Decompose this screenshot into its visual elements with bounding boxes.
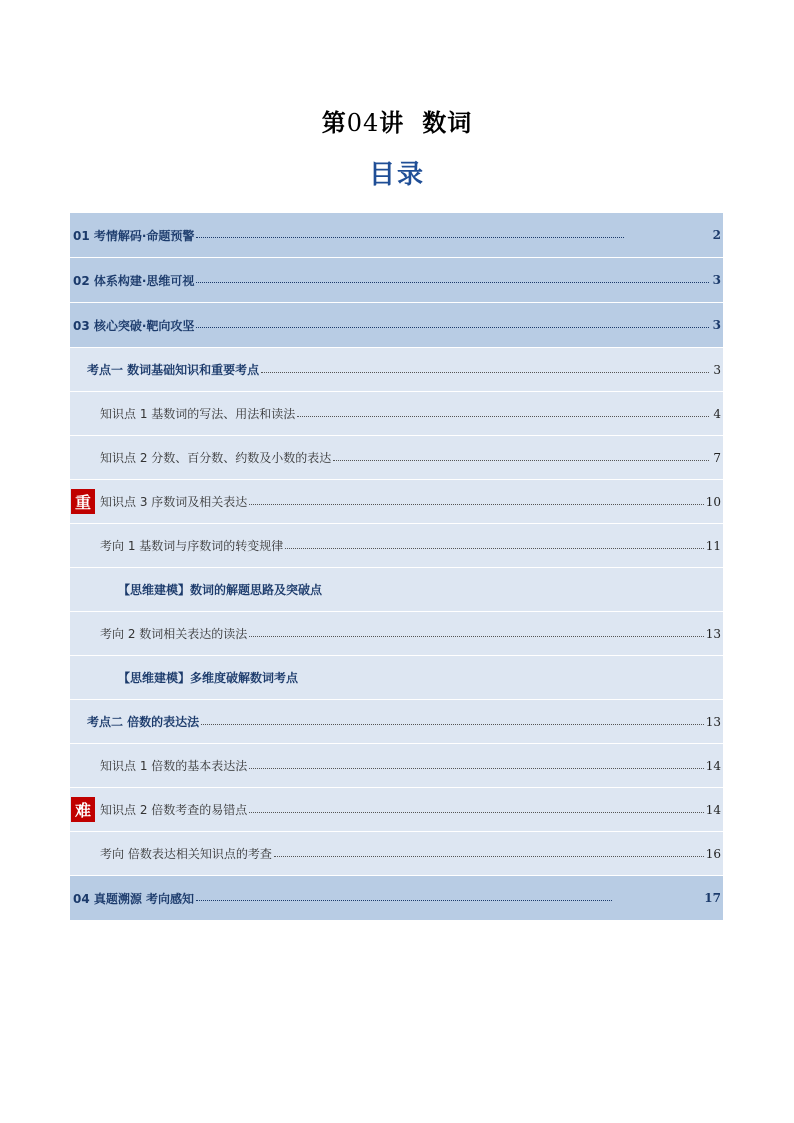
- toc-page-number: 17: [704, 891, 721, 905]
- toc-entry[interactable]: [70, 303, 723, 348]
- toc-dot-leader: [274, 855, 704, 857]
- toc-heading: 目录: [368, 160, 425, 190]
- toc-entry[interactable]: [70, 480, 723, 524]
- toc-dot-leader: [249, 503, 703, 505]
- toc-page-number: 11: [705, 538, 721, 553]
- toc-dot-leader: [333, 459, 709, 461]
- toc-page-number: 2: [712, 228, 721, 242]
- toc-entry[interactable]: [70, 612, 723, 656]
- toc-page-number: 16: [705, 846, 721, 861]
- toc-entry-label: 知识点 3 序数词及相关表达: [100, 495, 248, 509]
- toc-entry-label: 02 体系构建·思维可视: [73, 273, 195, 288]
- toc-entry-label: 01 考情解码·命题预警: [73, 228, 195, 243]
- toc-dot-leader: [261, 371, 709, 373]
- toc-page-number: 4: [713, 406, 721, 421]
- toc-dot-leader: [201, 723, 704, 725]
- toc-entry-label: 考向 2 数词相关表达的读法: [100, 627, 248, 641]
- toc-page-number: 3: [712, 318, 721, 332]
- toc-page-number: 3: [712, 273, 721, 287]
- toc-badge: 重: [71, 489, 95, 514]
- toc-page-number: 14: [705, 802, 721, 817]
- toc-badge: 难: [71, 797, 95, 822]
- toc-dot-leader: [285, 547, 703, 549]
- toc-dot-leader: [249, 635, 703, 637]
- toc-dot-leader: [249, 767, 703, 769]
- toc-entry-label: 知识点 2 倍数考查的易错点: [100, 803, 248, 817]
- toc-dot-leader: [249, 811, 703, 813]
- table-of-contents: [70, 213, 723, 921]
- title-topic: 数词: [422, 109, 473, 137]
- toc-entry[interactable]: [70, 392, 723, 436]
- toc-entry[interactable]: [70, 744, 723, 788]
- toc-entry-label: 考点一 数词基础知识和重要考点: [87, 363, 260, 377]
- toc-dot-leader: [196, 281, 709, 283]
- title-lecture-number: 04: [346, 109, 380, 137]
- toc-entry[interactable]: [70, 700, 723, 744]
- toc-page-number: 13: [705, 626, 721, 641]
- toc-dot-leader: [196, 236, 624, 238]
- toc-entry[interactable]: [70, 524, 723, 568]
- toc-dot-leader: [196, 326, 709, 328]
- toc-entry-label: 知识点 2 分数、百分数、约数及小数的表达: [100, 451, 332, 465]
- toc-entry[interactable]: [70, 788, 723, 832]
- page-title: [0, 103, 794, 138]
- toc-entry[interactable]: [70, 436, 723, 480]
- toc-page-number: 7: [713, 450, 721, 465]
- toc-entry-label: 【思维建模】数词的解题思路及突破点: [118, 583, 323, 597]
- toc-page-number: 13: [705, 714, 721, 729]
- toc-entry[interactable]: [70, 258, 723, 303]
- title-lecture-word: 讲: [379, 109, 405, 137]
- toc-page-number: 14: [705, 758, 721, 773]
- toc-entry[interactable]: [70, 348, 723, 392]
- toc-entry-label: 考向 1 基数词与序数词的转变规律: [100, 539, 284, 553]
- toc-entry[interactable]: [70, 568, 723, 612]
- toc-entry-label: 知识点 1 倍数的基本表达法: [100, 759, 248, 773]
- toc-entry-label: 04 真题溯源 考向感知: [73, 891, 195, 906]
- toc-dot-leader: [196, 899, 612, 901]
- toc-entry-label: 考向 倍数表达相关知识点的考查: [100, 847, 272, 861]
- toc-page-number: 3: [713, 362, 721, 377]
- toc-dot-leader: [297, 415, 709, 417]
- toc-page-number: 10: [705, 494, 721, 509]
- toc-entry[interactable]: [70, 832, 723, 876]
- toc-entry-label: 03 核心突破·靶向攻坚: [73, 318, 195, 333]
- toc-entry[interactable]: [70, 656, 723, 700]
- toc-entry-label: 考点二 倍数的表达法: [87, 715, 200, 729]
- toc-entry[interactable]: [70, 213, 723, 258]
- title-prefix: 第: [321, 109, 347, 137]
- toc-entry-label: 知识点 1 基数词的写法、用法和读法: [100, 407, 296, 421]
- toc-entry[interactable]: [70, 876, 723, 921]
- toc-entry-label: 【思维建模】多维度破解数词考点: [118, 671, 299, 685]
